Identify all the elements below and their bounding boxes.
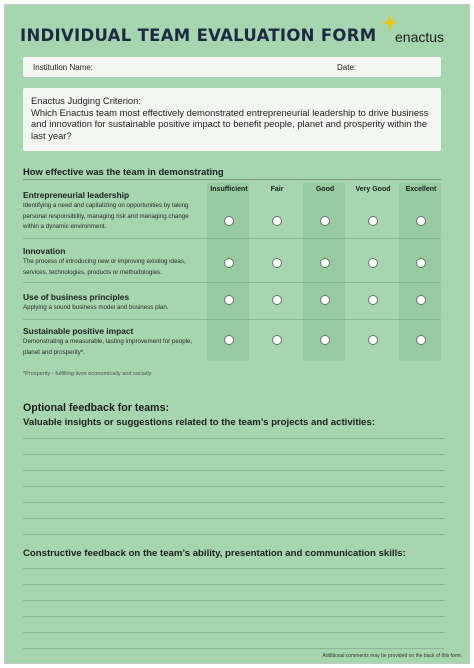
insights-writing-line[interactable] [23,438,444,439]
evaluation-heading: How effective was the team in demonstrating [23,166,224,177]
criterion-title-leadership: Entrepreneurial leadership [23,190,130,200]
radio-business-very-good[interactable] [368,295,378,305]
criterion-desc-leadership: Identifying a need and capitalizing on opportunities by taking personal responsibility, managing risk and managing change within a dynamic environment. [23,202,189,230]
radio-business-insufficient[interactable] [224,295,234,305]
criterion-text: Which Enactus team most effectively demonstrated entrepreneurial leadership to drive business and innovation for sustainable positive impact to benefit people, planet and prosperity within the last year? [31,106,429,141]
radio-leadership-very-good[interactable] [368,216,378,226]
radio-business-good[interactable] [320,295,330,305]
constructive-writing-line[interactable] [23,584,444,585]
insights-writing-line[interactable] [23,534,444,535]
radio-innovation-good[interactable] [320,258,330,268]
constructive-feedback-heading: Constructive feedback on the team’s ability, presentation and communication skills: [23,548,406,559]
criterion-desc-impact: Demonstrating a measurable, lasting improvement for people, planet and prosperity*. [23,338,193,356]
date-label: Date: [337,63,357,72]
radio-leadership-excellent[interactable] [416,216,426,226]
radio-impact-good[interactable] [320,335,330,345]
constructive-writing-line[interactable] [23,568,444,569]
rating-header-good: Good [315,186,335,193]
rating-header-very-good: Very Good [355,186,391,193]
radio-innovation-insufficient[interactable] [224,258,234,268]
criterion-title-impact: Sustainable positive impact [23,326,134,336]
rating-header-insufficient: Insufficient [210,186,248,193]
criterion-desc-business: Applying a sound business model and business plan. [23,304,169,311]
criterion-desc-innovation: The process of introducing new or improving existing ideas, services, technologies, products or methodologies. [23,258,186,276]
insights-heading: Valuable insights or suggestions related to the team’s projects and activities: [23,417,376,428]
constructive-writing-line[interactable] [23,616,444,617]
institution-label: Institution Name: [33,63,94,72]
radio-impact-insufficient[interactable] [224,335,234,345]
radio-business-excellent[interactable] [416,295,426,305]
enactus-logo [382,14,452,48]
radio-impact-excellent[interactable] [416,335,426,345]
criterion-title-business: Use of business principles [23,292,130,302]
insights-writing-line[interactable] [23,518,444,519]
rating-header-excellent: Excellent [405,186,437,193]
criterion-heading: Enactus Judging Criterion: [31,95,141,106]
insights-writing-line[interactable] [23,470,444,471]
prosperity-footnote: *Prosperity - fulfilling lives economically and socially [23,371,152,377]
radio-impact-fair[interactable] [272,335,282,345]
insights-writing-line[interactable] [23,502,444,503]
radio-leadership-insufficient[interactable] [224,216,234,226]
radio-business-fair[interactable] [272,295,282,305]
insights-writing-line[interactable] [23,486,444,487]
radio-leadership-fair[interactable] [272,216,282,226]
judging-criterion-box [23,88,441,151]
criterion-title-innovation: Innovation [23,246,66,256]
radio-leadership-good[interactable] [320,216,330,226]
insights-writing-line[interactable] [23,454,444,455]
optional-feedback-heading: Optional feedback for teams: [23,402,169,414]
row-divider [23,319,441,320]
radio-innovation-very-good[interactable] [368,258,378,268]
constructive-writing-line[interactable] [23,648,444,649]
row-divider [23,282,441,283]
constructive-writing-line[interactable] [23,600,444,601]
logo-text: enactus [395,29,445,45]
form-title: INDIVIDUAL TEAM EVALUATION FORM [20,26,377,45]
rating-header-fair: Fair [270,186,284,193]
section-divider [23,179,441,180]
institution-date-field[interactable] [23,57,441,77]
radio-impact-very-good[interactable] [368,335,378,345]
back-of-form-note: Additional comments may be provided on the back of this form. [322,653,462,659]
radio-innovation-fair[interactable] [272,258,282,268]
constructive-writing-line[interactable] [23,632,444,633]
row-divider [23,238,441,239]
radio-innovation-excellent[interactable] [416,258,426,268]
